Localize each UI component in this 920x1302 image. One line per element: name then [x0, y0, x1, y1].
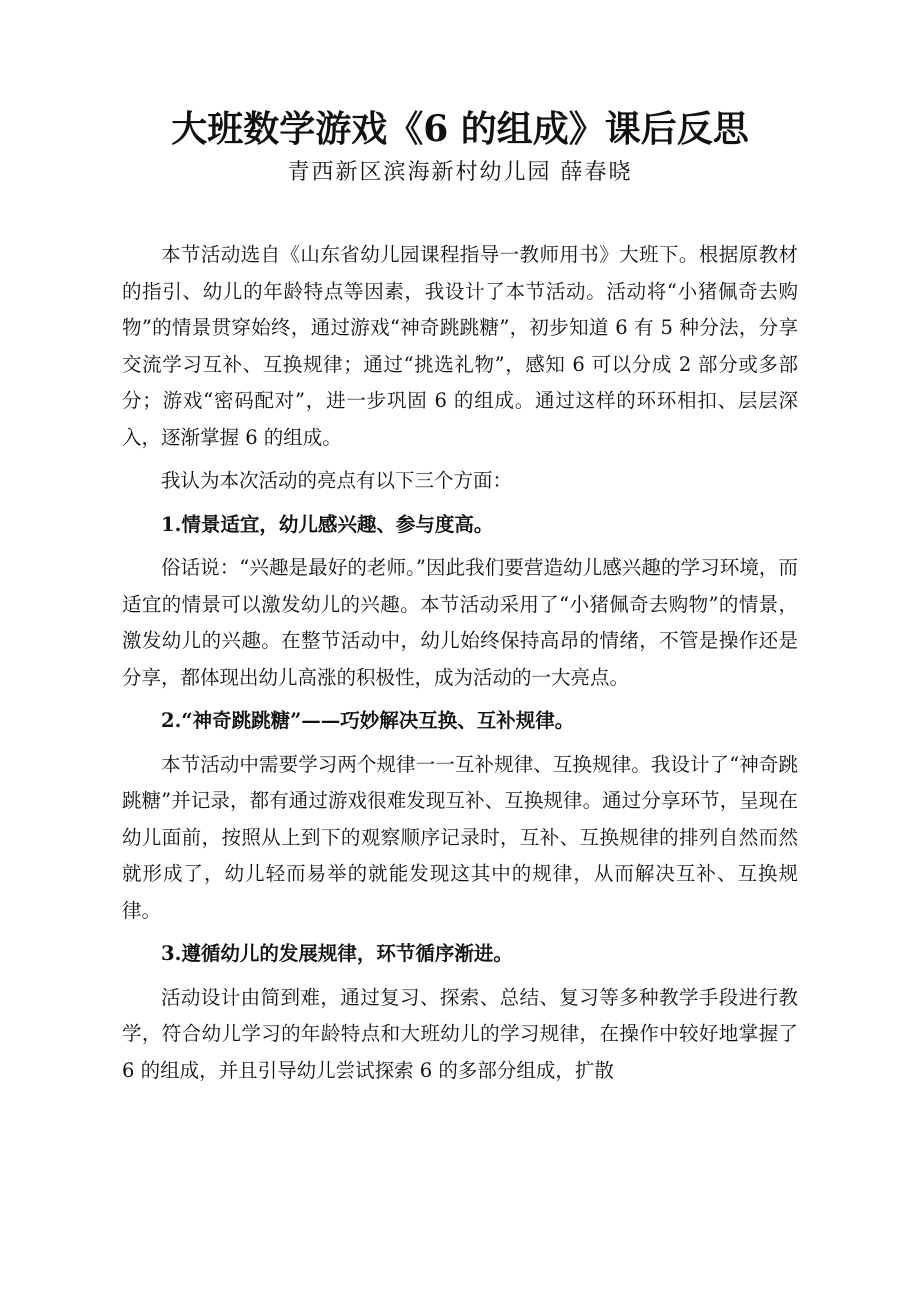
paragraph-intro: 本节活动选自《山东省幼儿园课程指导一教师用书》大班下。根据原教材的指引、幼儿的年龄特点等因素，我设计了本节活动。活动将“小猪佩奇去购物”的情景贯穿始终，通过游戏“神奇跳跳糖”，初步知道 6 有 5 种分法，分享交流学习互补、互换规律；通过“挑选礼物”，感知 6 可以分成 2 部分或多部分；游戏“密码配对”，进一步巩固 6 的组成。通过这样的环环相扣、层层深入，逐渐掌握 6 的组成。 [122, 243, 798, 449]
section-heading-1: 1.情景适宜，幼儿感兴趣、参与度高。 [161, 512, 494, 536]
document-author: 青西新区滨海新村幼儿园 薛春晓 [287, 160, 633, 185]
section-heading-3: 3.遵循幼儿的发展规律，环节循序渐进。 [161, 942, 513, 965]
paragraph-section-2: 本节活动中需要学习两个规律一一互补规律、互换规律。我设计了“神奇跳跳糖”并记录，都有通过游戏很难发现互补、互换规律。通过分享环节，呈现在幼儿面前，按照从上到下的观察顺序记录时，互补、互换规律的排列自然而然就形成了，幼儿轻而易举的就能发现这其中的规律，从而解决互补、互换规律。 [122, 752, 798, 922]
section-heading-2: 2.“神奇跳跳糖”——巧妙解决互换、互补规律。 [161, 709, 575, 732]
document-body [122, 230, 798, 1089]
paragraph-section-1: 俗话说：“兴趣是最好的老师。”因此我们要营造幼儿感兴趣的学习环境，而适宜的情景可以激发幼儿的兴趣。本节活动采用了“小猪佩奇去购物”的情景，激发幼儿的兴趣。在整节活动中，幼儿始终保持高昂的情绪，不管是操作还是分享，都体现出幼儿高涨的积极性，成为活动的一大亮点。 [122, 556, 798, 689]
paragraph-section-3: 活动设计由简到难，通过复习、探索、总结、复习等多种教学手段进行教学，符合幼儿学习的年龄特点和大班幼儿的学习规律，在操作中较好地掌握了 6 的组成，并且引导幼儿尝试探索 6 的多部分组成，扩散 [122, 985, 798, 1082]
paragraph-highlights-lead: 我认为本次活动的亮点有以下三个方面： [161, 469, 513, 492]
document-title: 大班数学游戏《6 的组成》课后反思 [171, 108, 749, 150]
